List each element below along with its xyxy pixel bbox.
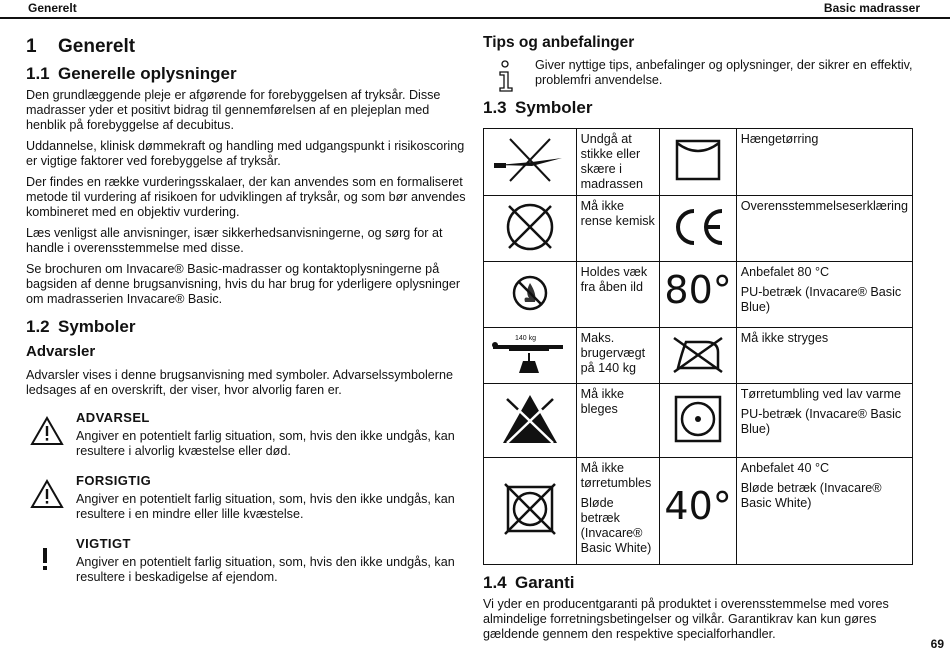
symbol-description: Maks. brugervægt på 140 kg — [576, 328, 660, 384]
symbol-description: Må ikke rense kemisk — [576, 196, 660, 262]
notice-title: VIGTIGT — [76, 536, 131, 551]
page-number: 69 — [930, 637, 944, 651]
symbol-description: Undgå at stikke eller skære i madrassen — [576, 129, 660, 196]
section-1-4-heading: 1.4 Garanti — [483, 573, 575, 592]
wash-80-icon: 80° — [660, 262, 736, 328]
no-open-flame-icon — [484, 262, 577, 328]
info-icon — [495, 60, 519, 94]
exclamation-icon — [30, 542, 64, 572]
tips-heading: Tips og anbefalinger — [483, 34, 635, 51]
symbol-description: Må ikke tørretumbles Bløde betræk (Invacare® Basic White) — [576, 458, 660, 565]
table-row — [484, 458, 913, 565]
table-row — [484, 196, 913, 262]
wash-40-icon: 40° — [660, 458, 736, 565]
notice-forsigtig — [26, 473, 466, 522]
tumble-dry-icon — [660, 384, 736, 458]
symbols-table — [483, 128, 913, 565]
table-row — [484, 384, 913, 458]
advarsler-heading: Advarsler — [26, 343, 96, 360]
symbol-description: Anbefalet 40 °C Bløde betræk (Invacare® Basic White) — [736, 458, 912, 565]
symbol-description: Tørretumbling ved lav varme PU-betræk (Invacare® Basic Blue) — [736, 384, 912, 458]
symbol-description: Må ikke stryges — [736, 328, 912, 384]
symbol-description: Holdes væk fra åben ild — [576, 262, 660, 328]
hang-dry-icon — [660, 129, 736, 196]
svg-text:140 kg: 140 kg — [514, 334, 536, 342]
paragraph: Der findes en række vurderingsskalaer, der kan anvendes som en formaliseret metode til vurdering af risikoen for udviklingen af tryksår, og som bør anvendes kombineret med en objektiv vurdering. — [26, 175, 466, 219]
notice-text: Angiver en potentielt farlig situation, som, hvis den ikke undgås, kan resultere i beskadigelse af ejendom. — [76, 555, 455, 584]
table-row — [484, 328, 913, 384]
table-row — [484, 129, 913, 196]
symbol-description: Overensstemmelseserklæring — [736, 196, 912, 262]
paragraph: Uddannelse, klinisk dømmekraft og handling med udgangspunkt i risikoscoring er vigtige faktorer ved forebyggelse af tryksår. — [26, 139, 465, 168]
header-right: Basic madrasser — [823, 1, 920, 15]
no-dry-clean-icon — [484, 196, 577, 262]
warning-triangle-icon — [30, 416, 64, 446]
notice-vigtigt — [26, 536, 466, 585]
notice-title: ADVARSEL — [76, 410, 150, 425]
advarsler-text: Advarsler vises i denne brugsanvisning med symboler. Advarselssymbolerne ledsages af en overskrift, der viser, hvor alvorlig faren er. — [26, 368, 453, 397]
tips-text: Giver nyttige tips, anbefalinger og oplysninger, der sikrer en effektiv, problemfri anvendelse. — [535, 58, 913, 87]
header-rule — [0, 17, 950, 19]
header-left: Generelt — [28, 1, 77, 15]
notice-title: FORSIGTIG — [76, 473, 152, 488]
section-1-3-heading: 1.3 Symboler — [483, 98, 593, 117]
paragraph: Se brochuren om Invacare® Basic-madrasser og kontaktoplysningerne på bagsiden af denne brugsanvisning, hvis du har brug for yderligere oplysninger om madrasserien Invacare® Basic. — [26, 262, 461, 306]
table-row — [484, 262, 913, 328]
symbol-description: Hængetørring — [736, 129, 912, 196]
no-iron-icon — [660, 328, 736, 384]
max-weight-icon — [484, 328, 577, 384]
notice-advarsel — [26, 410, 466, 459]
paragraph: Læs venligst alle anvisninger, især sikkerhedsanvisningerne, og sørg for at handle i overensstemmelse med disse. — [26, 226, 443, 255]
paragraph: Den grundlæggende pleje er afgørende for forebyggelsen af tryksår. Disse madrasser yder et positivt bidrag til gennemførelsen af en plejeplan med henblik på forebyggelse af decubitus. — [26, 88, 441, 132]
ce-mark-icon — [660, 196, 736, 262]
page-header — [0, 0, 950, 18]
no-cutting-icon — [484, 129, 577, 196]
right-column — [483, 34, 913, 648]
symbol-description: Anbefalet 80 °C PU-betræk (Invacare® Basic Blue) — [736, 262, 912, 328]
section-1-heading: 1 Generelt — [26, 36, 136, 57]
notice-text: Angiver en potentielt farlig situation, som, hvis den ikke undgås, kan resultere i en mindre eller lille kvæstelse. — [76, 492, 455, 521]
section-1-2-heading: 1.2 Symboler — [26, 317, 136, 336]
notice-text: Angiver en potentielt farlig situation, som, hvis den ikke undgås, kan resultere i alvorlig kvæstelse eller død. — [76, 429, 455, 458]
no-bleach-icon — [484, 384, 577, 458]
no-tumble-dry-icon — [484, 458, 577, 565]
tips-block — [483, 58, 913, 88]
symbol-description: Må ikke bleges — [576, 384, 660, 458]
left-column — [26, 34, 466, 599]
section-1-1-heading: 1.1 Generelle oplysninger — [26, 64, 237, 83]
garanti-text: Vi yder en producentgaranti på produktet i overensstemmelse med vores almindelige forretningsbetingelser og vilkår. Garantikrav kan kun gøres gældende gennem den respektive specialforhandler. — [483, 597, 889, 641]
caution-triangle-icon — [30, 479, 64, 509]
